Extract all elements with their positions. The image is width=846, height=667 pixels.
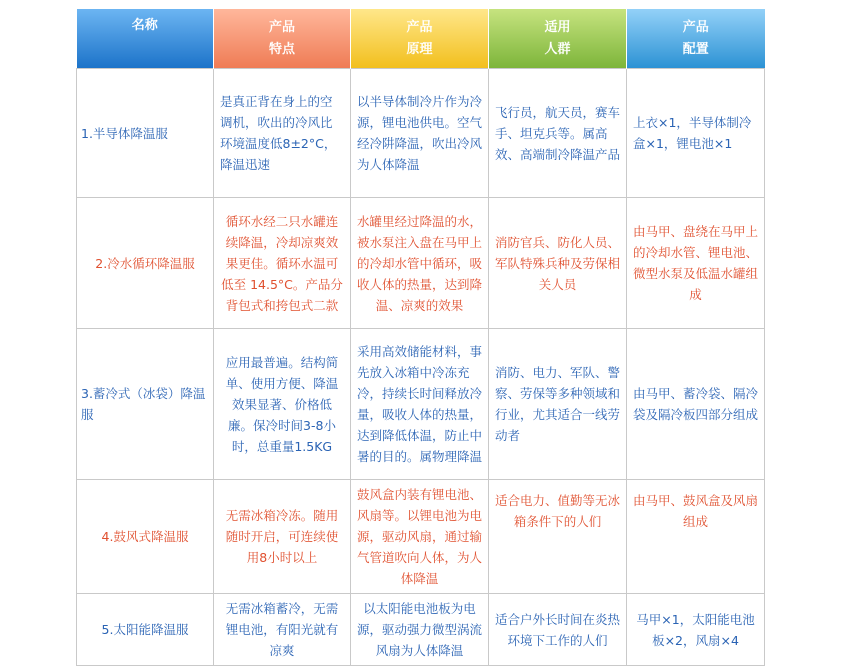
row-principle: 鼓风盒内装有锂电池、风扇等。以锂电池为电源，驱动风扇，通过输气管道吹向人体，为人体降温 — [351, 480, 489, 594]
row-configuration: 由马甲、蓄冷袋、隔冷袋及隔冷板四部分组成 — [627, 329, 765, 480]
table-row — [77, 69, 765, 198]
row-configuration: 马甲×1，太阳能电池板×2，风扇×4 — [627, 594, 765, 666]
row-principle: 采用高效储能材料，事先放入冰箱中冷冻充冷，持续长时间释放冷量，吸收人体的热量，达到降低体温，防止中暑的目的。属物理降温 — [351, 329, 489, 480]
table-header-row — [77, 9, 765, 69]
row-configuration: 上衣×1，半导体制冷盒×1，锂电池×1 — [627, 69, 765, 198]
row-configuration: 由马甲、盘绕在马甲上的冷却水管、锂电池、微型水泵及低温水罐组成 — [627, 198, 765, 329]
row-features: 无需冰箱蓄冷，无需锂电池，有阳光就有凉爽 — [214, 594, 351, 666]
row-features: 无需冰箱冷冻。随用随时开启，可连续使用8小时以上 — [214, 480, 351, 594]
table-row — [77, 329, 765, 480]
row-audience: 飞行员，航天员，赛车手、坦克兵等。属高效、高端制冷降温产品 — [489, 69, 627, 198]
row-principle: 以太阳能电池板为电源，驱动强力微型涡流风扇为人体降温 — [351, 594, 489, 666]
cooling-suit-comparison-table — [76, 9, 765, 666]
row-name: 1.半导体降温服 — [77, 69, 214, 198]
header-principle-line1: 产品 — [406, 19, 433, 35]
header-principle — [351, 9, 489, 69]
row-name: 5.太阳能降温服 — [77, 594, 214, 666]
row-audience: 适合电力、值勤等无冰箱条件下的人们 — [489, 480, 627, 594]
row-audience: 消防、电力、军队、警察、劳保等多种领域和行业，尤其适合一线劳动者 — [489, 329, 627, 480]
row-principle: 以半导体制冷片作为冷源，锂电池供电。空气经冷阱降温，吹出冷风为人体降温 — [351, 69, 489, 198]
header-configuration-line1: 产品 — [682, 19, 709, 35]
row-configuration: 由马甲、鼓风盒及风扇组成 — [627, 480, 765, 594]
row-audience: 消防官兵、防化人员、军队特殊兵种及劳保相关人员 — [489, 198, 627, 329]
header-configuration-line2: 配置 — [682, 41, 709, 57]
header-audience — [489, 9, 627, 69]
table-row — [77, 198, 765, 329]
header-audience-line2: 人群 — [544, 41, 571, 57]
table-row — [77, 480, 765, 594]
header-audience-line1: 适用 — [544, 19, 571, 35]
header-features-line1: 产品 — [268, 19, 295, 35]
row-audience: 适合户外长时间在炎热环境下工作的人们 — [489, 594, 627, 666]
row-name: 3.蓄冷式（冰袋）降温服 — [77, 329, 214, 480]
row-features: 循环水经二只水罐连续降温，冷却凉爽效果更佳。循环水温可低至 14.5°C。产品分背包式和挎包式二款 — [214, 198, 351, 329]
header-principle-line2: 原理 — [406, 41, 433, 57]
header-name-label: 名称 — [131, 18, 158, 33]
header-configuration — [627, 9, 765, 69]
table-row — [77, 594, 765, 666]
header-features — [214, 9, 351, 69]
row-features: 应用最普遍。结构简单、使用方便、降温效果显著、价格低廉。保冷时间3-8小时，总重量1.5KG — [214, 329, 351, 480]
row-name: 4.鼓风式降温服 — [77, 480, 214, 594]
row-features: 是真正背在身上的空调机，吹出的冷风比环境温度低8±2°C，降温迅速 — [214, 69, 351, 198]
header-features-line2: 特点 — [268, 41, 295, 57]
row-name: 2.冷水循环降温服 — [77, 198, 214, 329]
row-principle: 水罐里经过降温的水，被水泵注入盘在马甲上的冷却水管中循环，吸收人体的热量，达到降温、凉爽的效果 — [351, 198, 489, 329]
header-name — [77, 9, 214, 69]
